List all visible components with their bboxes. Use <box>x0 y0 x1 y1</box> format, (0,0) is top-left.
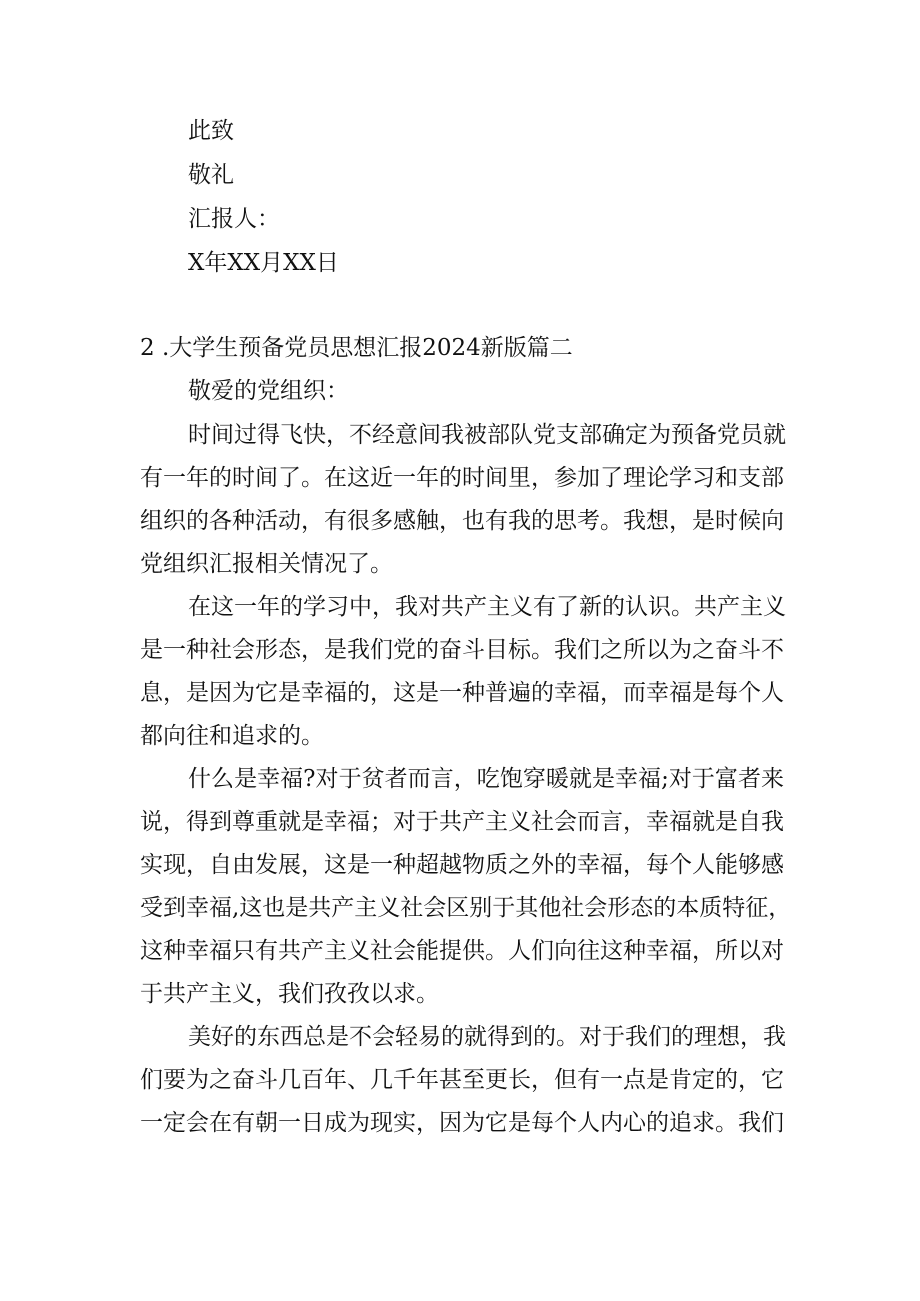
paragraph-3-line-4: 受到幸福,这也是共产主义社会区别于其他社会形态的本质特征， <box>140 895 792 921</box>
paragraph-3-line-3: 实现，自由发展，这是一种超越物质之外的幸福，每个人能够感 <box>140 852 784 878</box>
paragraph-1-line-1: 时间过得飞快，不经意间我被部队党支部确定为预备党员就 <box>188 422 786 448</box>
reporter-label: 汇报人： <box>188 206 280 232</box>
paragraph-1-line-2: 有一年的时间了。在这近一年的时间里，参加了理论学习和支部 <box>140 465 784 491</box>
paragraph-1-line-4: 党组织汇报相关情况了。 <box>140 551 393 577</box>
paragraph-4-line-2: 们要为之奋斗几百年、几千年甚至更长，但有一点是肯定的，它 <box>140 1067 784 1093</box>
report-date: X年XX月XX日 <box>188 250 339 276</box>
paragraph-2-line-3: 息，是因为它是幸福的，这是一种普遍的幸福，而幸福是每个人 <box>140 680 784 706</box>
paragraph-2-line-1: 在这一年的学习中，我对共产主义有了新的认识。共产主义 <box>188 594 786 620</box>
paragraph-4-line-3: 一定会在有朝一日成为现实，因为它是每个人内心的追求。我们 <box>140 1110 784 1136</box>
paragraph-2-line-4: 都向往和追求的。 <box>140 723 324 749</box>
paragraph-2-line-2: 是一种社会形态，是我们党的奋斗目标。我们之所以为之奋斗不 <box>140 637 784 663</box>
closing-line-ci-zhi: 此致 <box>188 118 234 144</box>
paragraph-3-line-5: 这种幸福只有共产主义社会能提供。人们向往这种幸福，所以对 <box>140 938 784 964</box>
section-heading: 2 .大学生预备党员思想汇报2024新版篇二 <box>140 335 573 361</box>
closing-line-jing-li: 敬礼 <box>188 162 234 188</box>
salutation: 敬爱的党组织： <box>188 378 349 404</box>
paragraph-4-line-1: 美好的东西总是不会轻易的就得到的。对于我们的理想，我 <box>188 1024 786 1050</box>
paragraph-1-line-3: 组织的各种活动，有很多感触，也有我的思考。我想，是时候向 <box>140 508 784 534</box>
paragraph-3-line-6: 于共产主义，我们孜孜以求。 <box>140 981 439 1007</box>
paragraph-3-line-2: 说，得到尊重就是幸福；对于共产主义社会而言，幸福就是自我 <box>140 809 784 835</box>
paragraph-3-line-1: 什么是幸福?对于贫者而言，吃饱穿暖就是幸福;对于富者来 <box>188 766 784 792</box>
